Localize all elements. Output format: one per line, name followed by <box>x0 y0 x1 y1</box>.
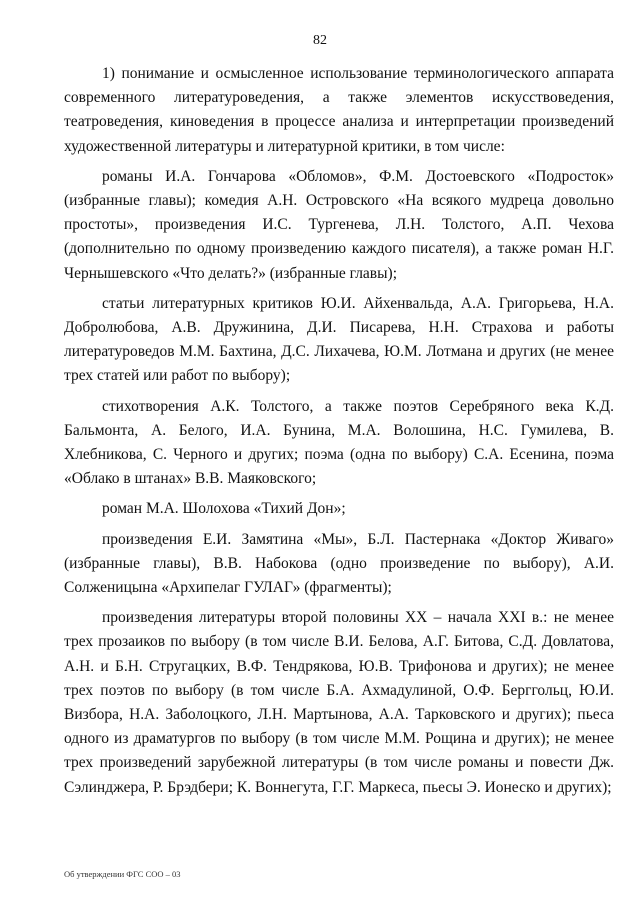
paragraph-7: произведения литературы второй половины XX – начала XXI в.: не менее трех прозаиков по выбору (в том числе В.И. Белова, А.Г. Битова, С.Д. Довлатова, А.Н. и Б.Н. Стругацких, В.Ф. Тендрякова, Ю.В. Трифонова и других); не менее трех поэтов по выбору (в том числе Б.А. Ахмадулиной, О.Ф. Берггольц, Ю.И. Визбора, Н.А. Заболоцкого, Л.Н. Мартынова, А.А. Тарковского и других); пьеса одного из драматургов по выбору (в том числе М.М. Рощина и других); не менее трех произведений зарубежной литературы (в том числе романы и повести Дж. Сэлинджера, Р. Брэдбери; К. Воннегута, Г.Г. Маркеса, пьесы Э. Ионеско и других); <box>64 609 614 796</box>
body-text <box>64 62 614 800</box>
paragraph-5: роман М.А. Шолохова «Тихий Дон»; <box>102 500 346 518</box>
document-footer: Об утверждении ФГС СОО – 03 <box>64 869 181 879</box>
paragraph-1: 1) понимание и осмысленное использование терминологического аппарата современного литературоведения, а также элементов искусствоведения, театроведения, киноведения в процессе анализа и интерпретации произведений художественной литературы и литературной критики, в том числе: <box>64 65 614 155</box>
paragraph-6: произведения Е.И. Замятина «Мы», Б.Л. Пастернака «Доктор Живаго» (избранные главы), В.В. Набокова (одно произведение по выбору), А.И. Солженицына «Архипелаг ГУЛАГ» (фрагменты); <box>64 530 614 597</box>
paragraph-4: стихотворения А.К. Толстого, а также поэтов Серебряного века К.Д. Бальмонта, А. Белого, И.А. Бунина, М.А. Волошина, Н.С. Гумилева, В. Хлебникова, С. Черного и других; поэма (одна по выбору) С.А. Есенина, поэма «Облако в штанах» В.В. Маяковского; <box>64 397 614 488</box>
page-number: 82 <box>313 33 327 48</box>
paragraph-2: романы И.А. Гончарова «Обломов», Ф.М. Достоевского «Подросток» (избранные главы); комедия А.Н. Островского «На всякого мудреца довольно простоты», произведения И.С. Тургенева, Л.Н. Толстого, А.П. Чехова (дополнительно по одному произведению каждого писателя), а также роман Н.Г. Чернышевского «Что делать?» (избранные главы); <box>64 167 614 282</box>
paragraph-3: статьи литературных критиков Ю.И. Айхенвальда, А.А. Григорьева, Н.А. Добролюбова, А.В. Дружинина, Д.И. Писарева, Н.Н. Страхова и работы литературоведов М.М. Бахтина, Д.С. Лихачева, Ю.М. Лотмана и других (не менее трех статей или работ по выбору); <box>64 294 614 385</box>
